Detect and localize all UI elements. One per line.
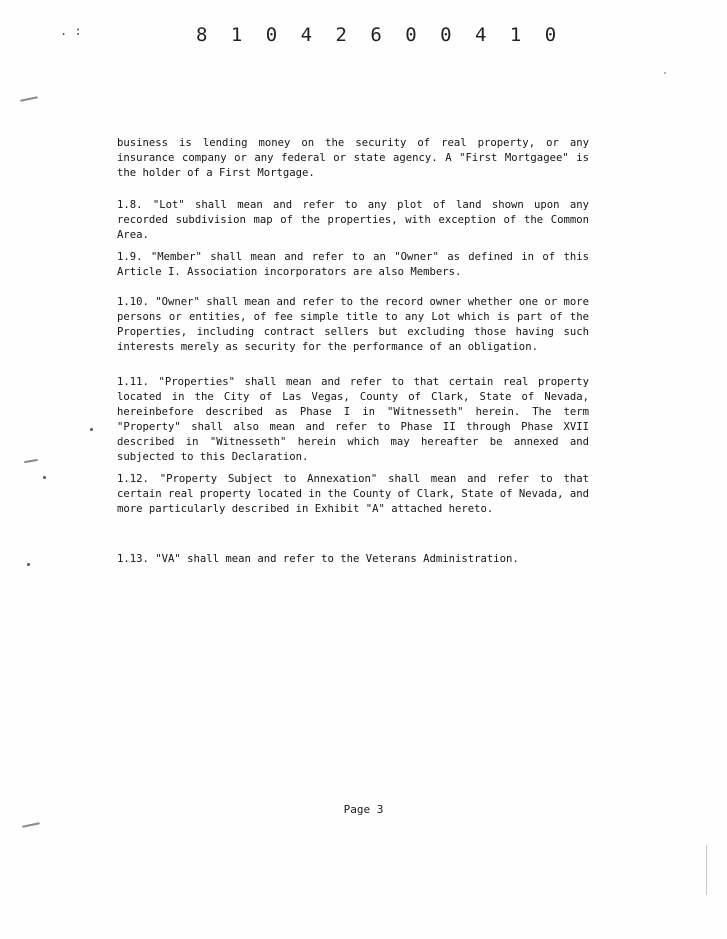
- document-number: 8 1 0 4 2 6 0 0 4 1 0: [196, 24, 563, 46]
- scan-dot-left-2: [27, 563, 30, 566]
- paragraph-1-11-properties: 1.11. "Properties" shall mean and refer to that certain real property located in the City of Las Vegas, County of Clark, State of Nevada, hereinbefore described as Phase I in "Witnesseth" herein. The term "Property" shall also mean and refer to Phase II through Phase XVII described in "Witnesseth" herein which may hereafter be annexed and subjected to this Declaration.: [117, 376, 589, 463]
- right-edge-line: [706, 845, 707, 895]
- paragraph-1-10-owner: 1.10. "Owner" shall mean and refer to the record owner whether one or more persons or entities, of fee simple title to any Lot which is part of the Properties, including contract sellers but excluding those having such interests merely as security for the performance of an obligation.: [117, 296, 589, 353]
- punch-hole-mark-middle: [24, 459, 38, 463]
- scan-dot-right: [664, 72, 666, 74]
- punch-hole-mark-bottom: [22, 822, 40, 828]
- paragraph-1-13-va: 1.13. "VA" shall mean and refer to the Veterans Administration.: [117, 553, 519, 565]
- paragraph-mortgagee: business is lending money on the security of real property, or any insurance company or any federal or state agency. A "First Mortgagee" is the holder of a First Mortgage.: [117, 137, 589, 179]
- scan-corner-mark: . :: [60, 24, 82, 38]
- page-number: Page 3: [343, 803, 384, 816]
- paragraph-1-12-annexation: 1.12. "Property Subject to Annexation" shall mean and refer to that certain real property located in the County of Clark, State of Nevada, and more particularly described in Exhibit "A" attached hereto.: [117, 473, 589, 515]
- scan-dot-left-1: [43, 476, 46, 479]
- scan-dot-margin: [90, 428, 93, 431]
- paragraph-1-9-member: 1.9. "Member" shall mean and refer to an "Owner" as defined in of this Article I. Association incorporators are also Members.: [117, 251, 589, 278]
- paragraph-1-8-lot: 1.8. "Lot" shall mean and refer to any plot of land shown upon any recorded subdivision map of the properties, with exception of the Common Area.: [117, 199, 589, 241]
- punch-hole-mark-top: [20, 96, 38, 102]
